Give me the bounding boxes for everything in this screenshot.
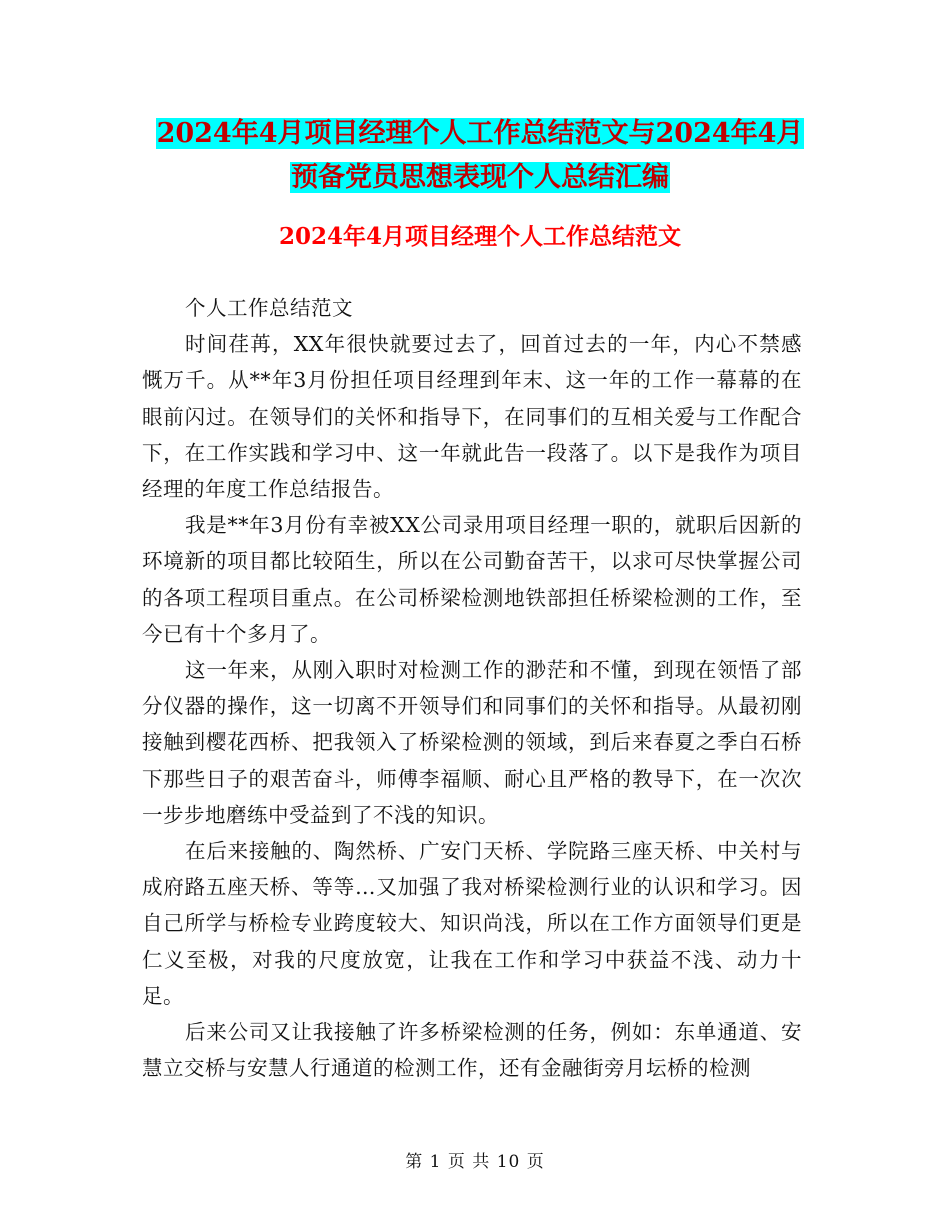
document-body — [142, 290, 802, 1086]
section-title: 2024年4月项目经理个人工作总结范文 — [278, 223, 682, 250]
paragraph: 这一年来，从刚入职时对检测工作的渺茫和不懂，到现在领悟了部分仪器的操作，这一切离不开领导们和同事们的关怀和指导。从最初刚接触到樱花西桥、把我领入了桥梁检测的领域，到后来春夏之季白石桥下那些日子的艰苦奋斗，师傅李福顺、耐心且严格的教导下，在一次次一步步地磨练中受益到了不浅的知识。 — [142, 658, 802, 827]
title-line-2: 预备党员思想表现个人总结汇编 — [291, 162, 669, 193]
page-footer: 第 1 页 共 10 页 — [405, 1152, 545, 1172]
paragraph: 时间荏苒，XX年很快就要过去了，回首过去的一年，内心不禁感慨万千。从**年3月份担任项目经理到年末、这一年的工作一幕幕的在眼前闪过。在领导们的关怀和指导下，在同事们的互相关爱与工作配合下，在工作实践和学习中、这一年就此告一段落了。以下是我作为项目经理的年度工作总结报告。 — [142, 332, 802, 502]
paragraph: 在后来接触的、陶然桥、广安门天桥、学院路三座天桥、中关村与成府路五座天桥、等等…又加强了我对桥梁检测行业的认识和学习。因自己所学与桥检专业跨度较大、知识尚浅，所以在工作方面领导们更是仁义至极，对我的尺度放宽，让我在工作和学习中获益不浅、动力十足。 — [142, 839, 802, 1008]
document-title — [140, 112, 820, 200]
paragraph: 我是**年3月份有幸被XX公司录用项目经理一职的，就职后因新的环境新的项目都比较陌生，所以在公司勤奋苦干，以求可尽快掌握公司的各项工程项目重点。在公司桥梁检测地铁部担任桥梁检测的工作，至今已有十个多月了。 — [142, 513, 802, 646]
paragraph-heading: 个人工作总结范文 — [185, 296, 354, 320]
title-line-1: 2024年4月项目经理个人工作总结范文与2024年4月 — [156, 118, 804, 149]
paragraph: 后来公司又让我接触了许多桥梁检测的任务，例如：东单通道、安慧立交桥与安慧人行通道的检测工作，还有金融街旁月坛桥的检测 — [142, 1020, 802, 1081]
